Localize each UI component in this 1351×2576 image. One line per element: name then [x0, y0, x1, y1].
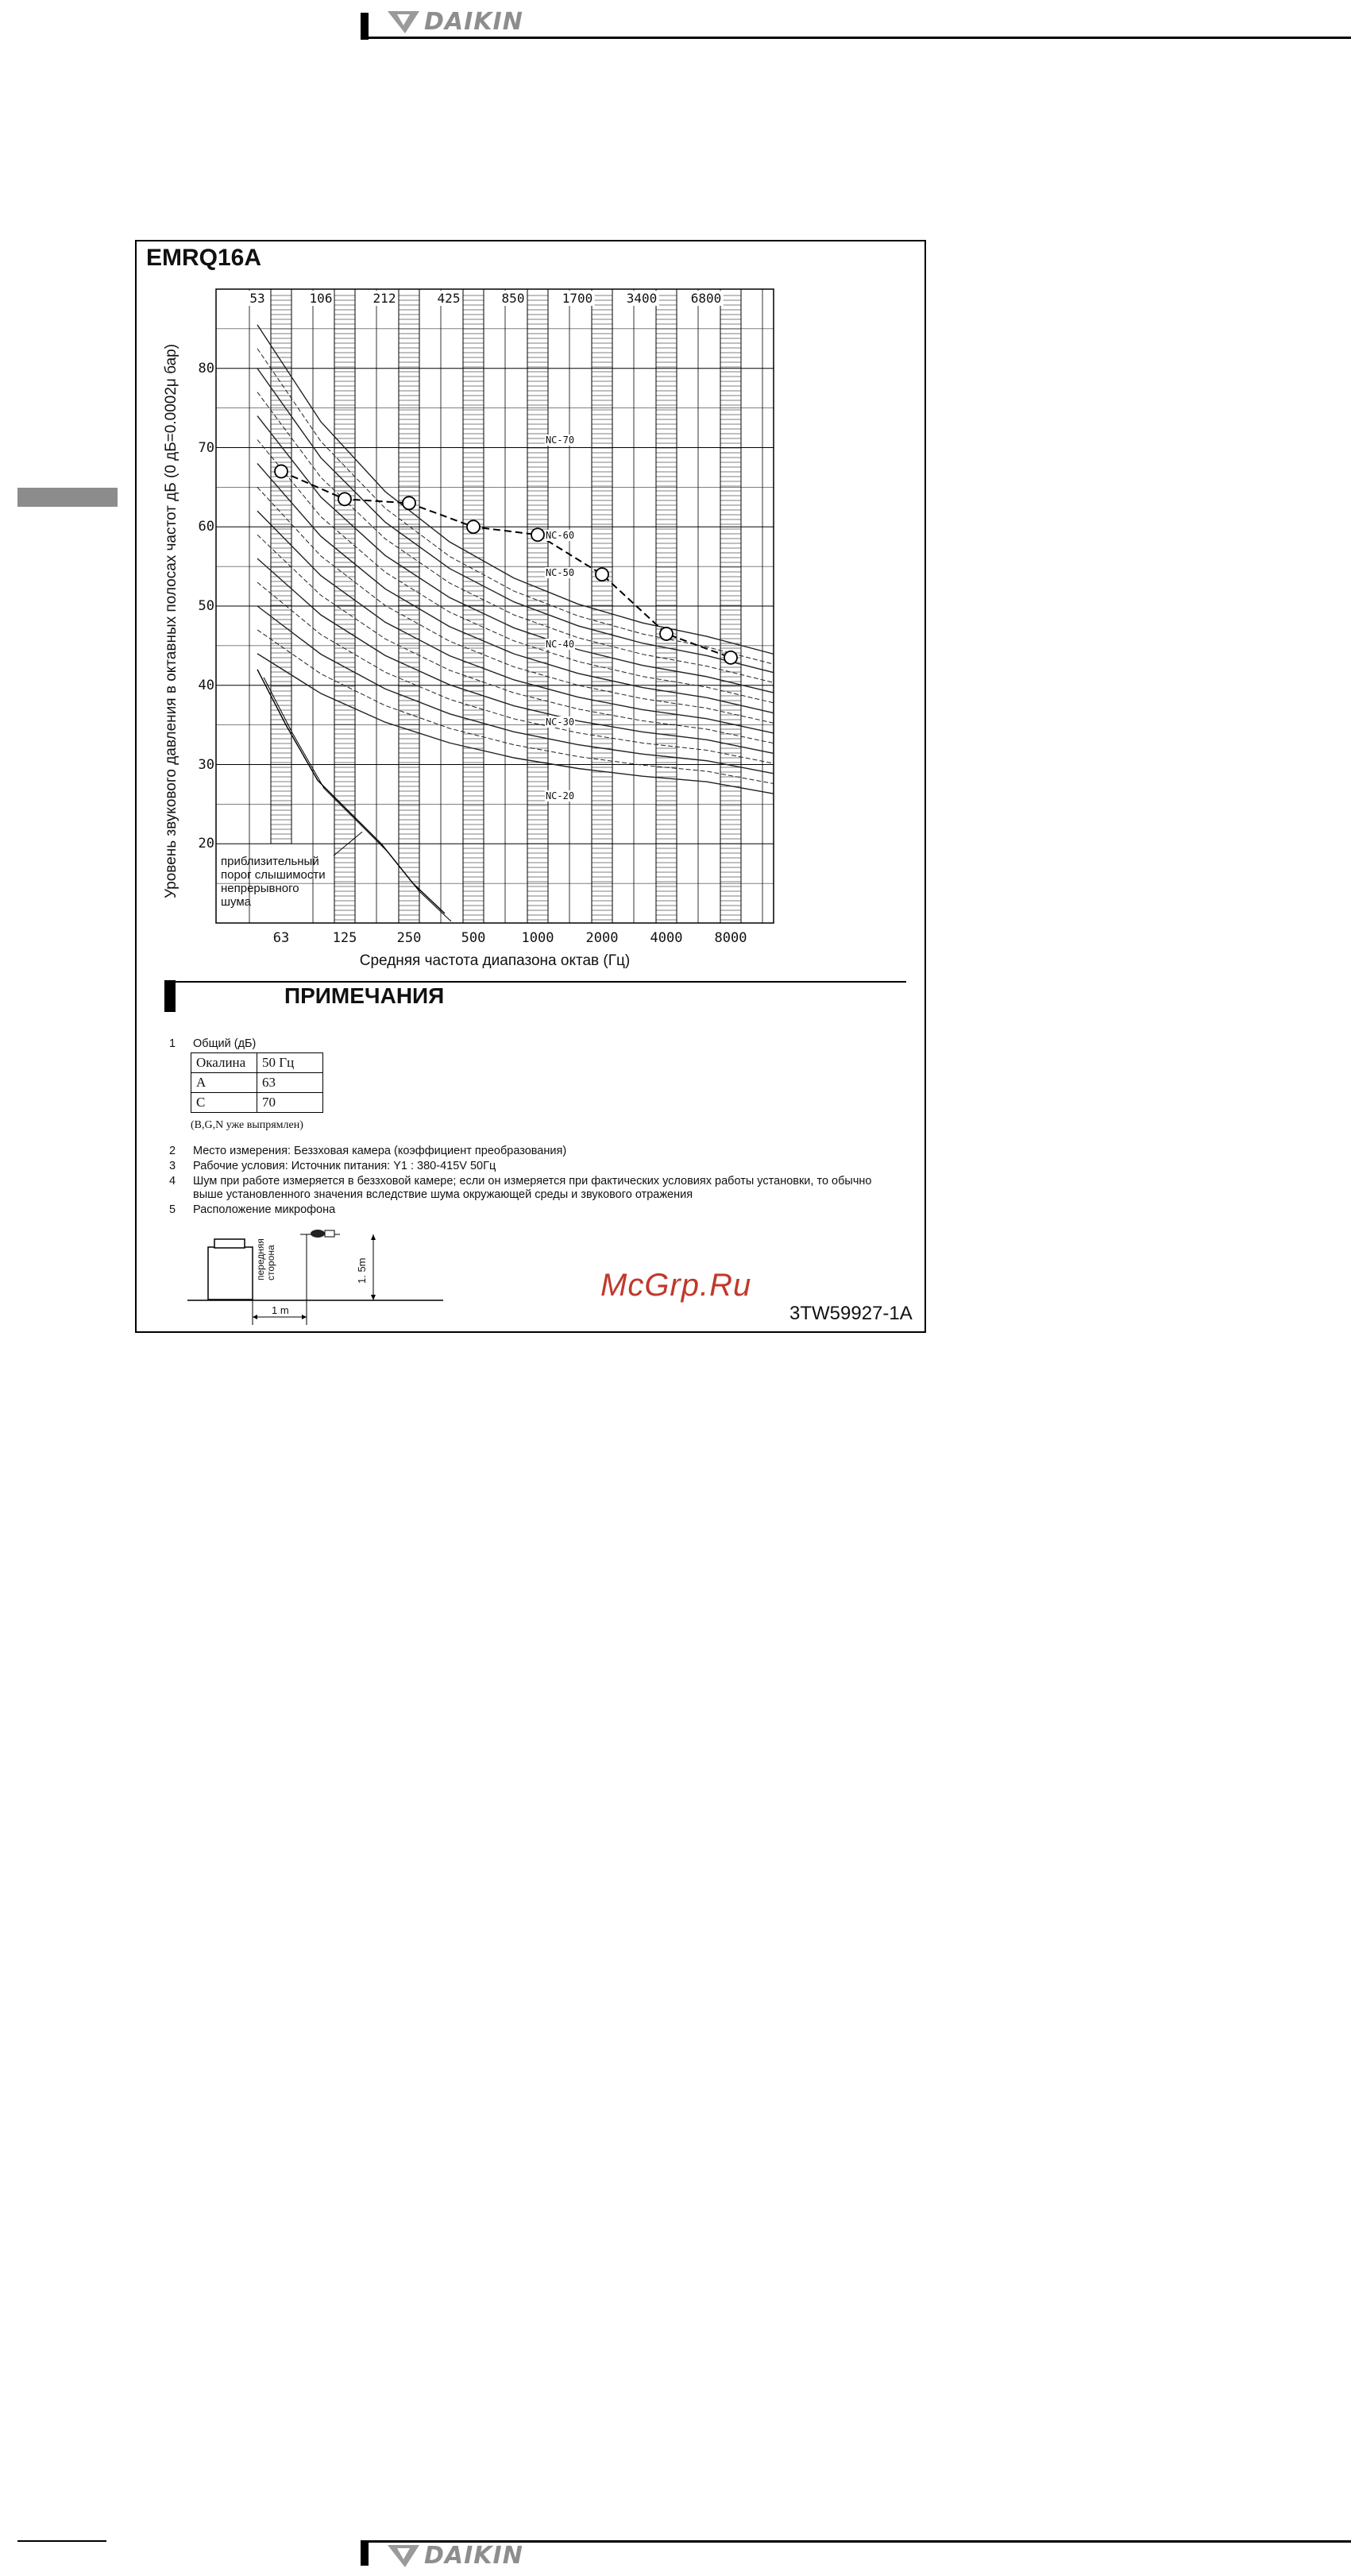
table-cell: 70 — [257, 1093, 323, 1113]
sound-level-table — [191, 1052, 323, 1113]
note-text: Рабочие условия: Источник питания: Y1 : 380-415V 50Гц — [193, 1160, 496, 1172]
notes-marker — [164, 980, 176, 1012]
measured-point — [338, 492, 351, 505]
band-edge-label: 53 — [249, 291, 265, 306]
table-row — [191, 1073, 323, 1093]
threshold-line-1: приблизительный — [221, 855, 319, 868]
model-title: EMRQ16A — [146, 245, 262, 271]
nc-label: NC-40 — [545, 638, 575, 650]
table-header-row — [191, 1053, 323, 1073]
measured-point — [467, 520, 480, 533]
nc-label: NC-20 — [545, 790, 575, 802]
note-text: Расположение микрофона — [193, 1203, 336, 1216]
note-text: выше установленного значения вследствие шума окружающей среды и звукового отражения — [193, 1188, 693, 1201]
front-side-line-2: сторона — [265, 1245, 276, 1280]
nc-label: NC-30 — [545, 716, 575, 728]
threshold-line-2: порог слышимости — [221, 868, 326, 882]
y-tick-label: 50 — [198, 598, 214, 614]
y-tick-label: 70 — [198, 439, 214, 456]
x-tick-label: 63 — [272, 930, 290, 946]
note-number: 4 — [169, 1175, 176, 1188]
note-number: 1 — [169, 1037, 176, 1050]
x-tick-label: 4000 — [650, 930, 683, 946]
y-tick-label: 60 — [198, 519, 214, 535]
y-tick-label: 20 — [198, 836, 214, 852]
document-number: 3TW59927-1A — [789, 1303, 913, 1324]
threshold-label — [221, 855, 326, 909]
microphone-icon — [311, 1230, 325, 1238]
measured-point — [660, 628, 673, 640]
measured-point — [531, 528, 544, 541]
table-header-cell: 50 Гц — [257, 1053, 323, 1073]
y-tick-label: 30 — [198, 756, 214, 773]
footer-brand: DAIKIN — [424, 2542, 523, 2570]
table-header-cell: Окалина — [191, 1053, 257, 1073]
x-tick-label: 2000 — [585, 930, 619, 946]
note-number: 3 — [169, 1160, 176, 1172]
band-edge-label: 106 — [309, 291, 333, 306]
table-row — [191, 1093, 323, 1113]
watermark: McGrp.Ru — [600, 1268, 752, 1303]
note-number: 5 — [169, 1203, 176, 1216]
note-text: Место измерения: Беззховая камера (коэффициент преобразования) — [193, 1145, 567, 1157]
band-edge-label: 6800 — [690, 291, 722, 306]
x-tick-label: 125 — [332, 930, 357, 946]
band-edge-label: 850 — [501, 291, 525, 306]
header-brand: DAIKIN — [424, 8, 523, 36]
note-text: Общий (дБ) — [193, 1037, 257, 1050]
note-text: Шум при работе измеряется в беззховой камере; если он измеряется при фактических условиях работы установки, то обычно — [193, 1175, 872, 1188]
footer-logo — [386, 2542, 523, 2570]
x-tick-label: 500 — [461, 930, 486, 946]
nc-label: NC-70 — [545, 434, 575, 446]
threshold-line-4: шума — [221, 895, 252, 909]
table-cell: C — [191, 1093, 257, 1113]
nc-label: NC-60 — [545, 530, 575, 542]
y-tick-label: 80 — [198, 360, 214, 377]
measured-point — [724, 651, 737, 664]
table-note: (B,G,N уже выпрямлен) — [191, 1119, 303, 1131]
band-edge-label: 1700 — [562, 291, 593, 306]
table-cell: 63 — [257, 1073, 323, 1093]
daikin-logo-icon — [386, 2543, 421, 2569]
table-cell: A — [191, 1073, 257, 1093]
x-tick-label: 8000 — [714, 930, 747, 946]
note-number: 2 — [169, 1145, 176, 1157]
chart-x-label: Средняя частота диапазона октав (Гц) — [359, 952, 631, 969]
front-side-label — [256, 1238, 276, 1280]
nc-label: NC-50 — [545, 567, 575, 579]
band-edge-label: 3400 — [626, 291, 658, 306]
band-edge-label: 212 — [372, 291, 396, 306]
microphone-diagram — [181, 1223, 451, 1327]
distance-label: 1 m — [272, 1304, 289, 1316]
band-edge-label: 425 — [437, 291, 461, 306]
x-tick-label: 1000 — [521, 930, 554, 946]
height-label: 1. 5m — [356, 1257, 368, 1284]
chart-y-label: Уровень звукового давления в октавных полосах частот дБ (0 дБ=0.0002μ бар) — [163, 343, 179, 899]
nc-chart — [0, 0, 1351, 1033]
footer-marker — [361, 2540, 369, 2566]
notes-title: ПРИМЕЧАНИЯ — [284, 983, 445, 1008]
measured-point — [596, 568, 608, 581]
footer-left-rule — [17, 2540, 106, 2542]
front-side-line-1: передняя — [255, 1238, 266, 1280]
measured-point — [403, 496, 415, 509]
notes-rule — [176, 981, 906, 983]
threshold-line-3: непрерывного — [221, 882, 299, 895]
measured-point — [275, 465, 288, 477]
x-tick-label: 250 — [396, 930, 422, 946]
y-tick-label: 40 — [198, 677, 214, 693]
